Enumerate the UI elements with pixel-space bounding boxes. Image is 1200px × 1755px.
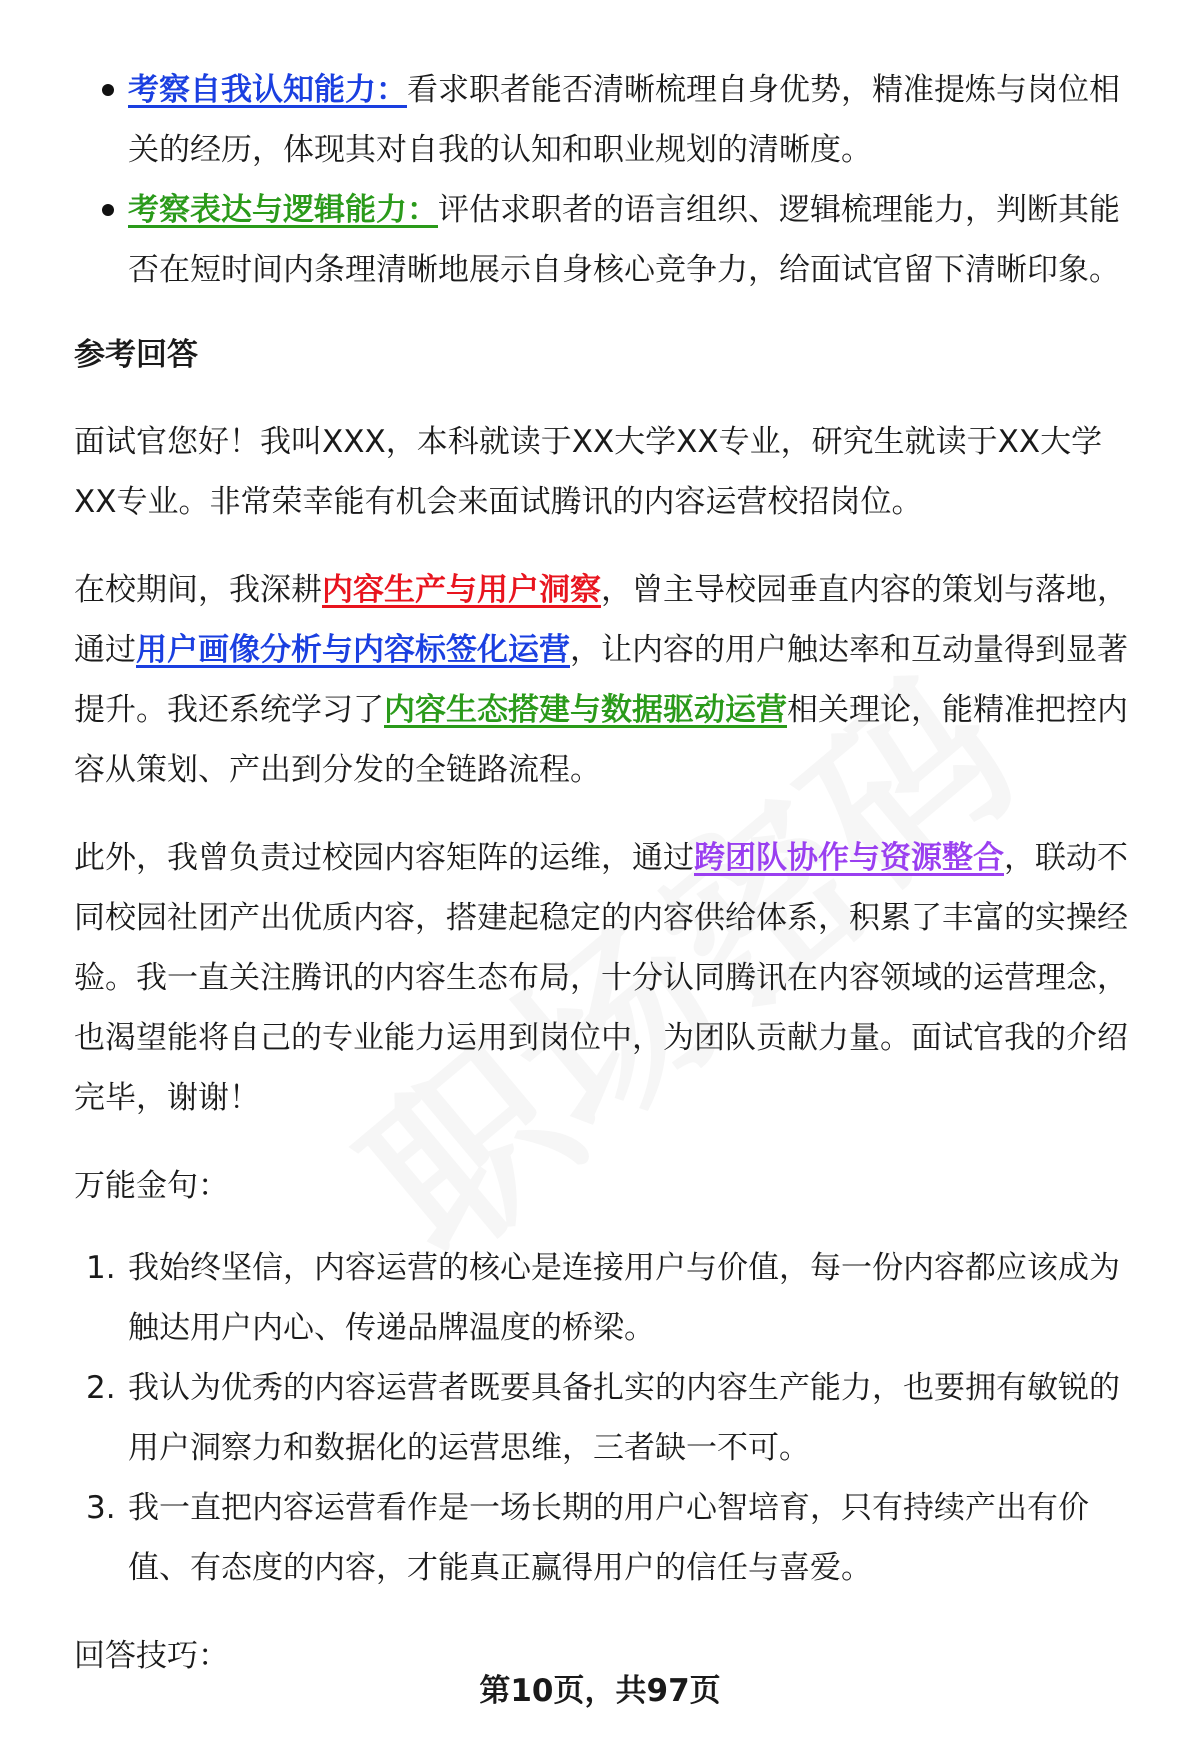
golden-quotes-list [74, 1238, 1144, 1598]
list-item [74, 180, 1144, 300]
para3-highlight-1: 跨团队协作与资源整合 [694, 840, 1004, 876]
bullet-text: 评估求职者的语言组织、逻辑梳理能力，判断其能否在短时间内条理清晰地展示自身核心竞争力，给面试官留下清晰印象。 [128, 192, 1120, 288]
para2-text-3: ，让内容的用户触达率和互动量得到显著提升。我还系统学习了 [74, 632, 1128, 728]
para2-highlight-3: 内容生态搭建与数据驱动运营 [384, 692, 787, 728]
para2-highlight-2: 用户画像分析与内容标签化运营 [136, 632, 570, 668]
golden-heading: 万能金句： [74, 1168, 229, 1204]
bullet-dot-icon [102, 84, 114, 96]
quote-number: 1. [86, 1250, 116, 1286]
para2-highlight-1: 内容生产与用户洞察 [322, 572, 601, 608]
bullet-text: 看求职者能否清晰梳理自身优势，精准提炼与岗位相关的经历，体现其对自我的认知和职业规划的清晰度。 [128, 72, 1120, 168]
quote-text: 我认为优秀的内容运营者既要具备扎实的内容生产能力，也要拥有敏锐的用户洞察力和数据化的运营思维，三者缺一不可。 [128, 1370, 1120, 1466]
assessment-list [74, 60, 1144, 300]
bullet-label: 考察表达与逻辑能力： [128, 192, 438, 228]
para2-text-1: 在校期间，我深耕 [74, 572, 322, 608]
answer-heading: 参考回答 [74, 337, 198, 373]
content [74, 60, 1144, 1686]
quote-text: 我始终坚信，内容运营的核心是连接用户与价值，每一份内容都应该成为触达用户内心、传递品牌温度的桥梁。 [128, 1250, 1120, 1346]
quote-text: 我一直把内容运营看作是一场长期的用户心智培育，只有持续产出有价值、有态度的内容，才能真正赢得用户的信任与喜爱。 [128, 1490, 1089, 1586]
answer-paragraph-1: 面试官您好！我叫XXX，本科就读于XX大学XX专业，研究生就读于XX大学XX专业。非常荣幸能有机会来面试腾讯的内容运营校招岗位。 [74, 424, 1103, 520]
tips-heading: 回答技巧： [74, 1638, 229, 1674]
list-item [74, 1478, 1144, 1598]
list-item [74, 60, 1144, 180]
para2-text-4: 相关理论，能精准把控内容从策划、产出到分发的全链路流程。 [74, 692, 1128, 788]
page-number: 第10页，共97页 [479, 1673, 721, 1709]
para3-text-1: 此外，我曾负责过校园内容矩阵的运维，通过 [74, 840, 694, 876]
para3-text-2: ，联动不同校园社团产出优质内容，搭建起稳定的内容供给体系，积累了丰富的实操经验。我一直关注腾讯的内容生态布局，十分认同腾讯在内容领域的运营理念，也渴望能将自己的专业能力运用到岗位中，为团队贡献力量。面试官我的介绍完毕，谢谢！ [74, 840, 1128, 1116]
bullet-dot-icon [102, 204, 114, 216]
answer-paragraph-3 [74, 828, 1144, 1128]
answer-paragraph-2 [74, 560, 1144, 800]
list-item [74, 1358, 1144, 1478]
quote-number: 3. [86, 1490, 116, 1526]
list-item [74, 1238, 1144, 1358]
quote-number: 2. [86, 1370, 116, 1406]
bullet-label: 考察自我认知能力： [128, 72, 407, 108]
para2-text-2: ，曾主导校园垂直内容的策划与落地，通过 [74, 572, 1128, 668]
